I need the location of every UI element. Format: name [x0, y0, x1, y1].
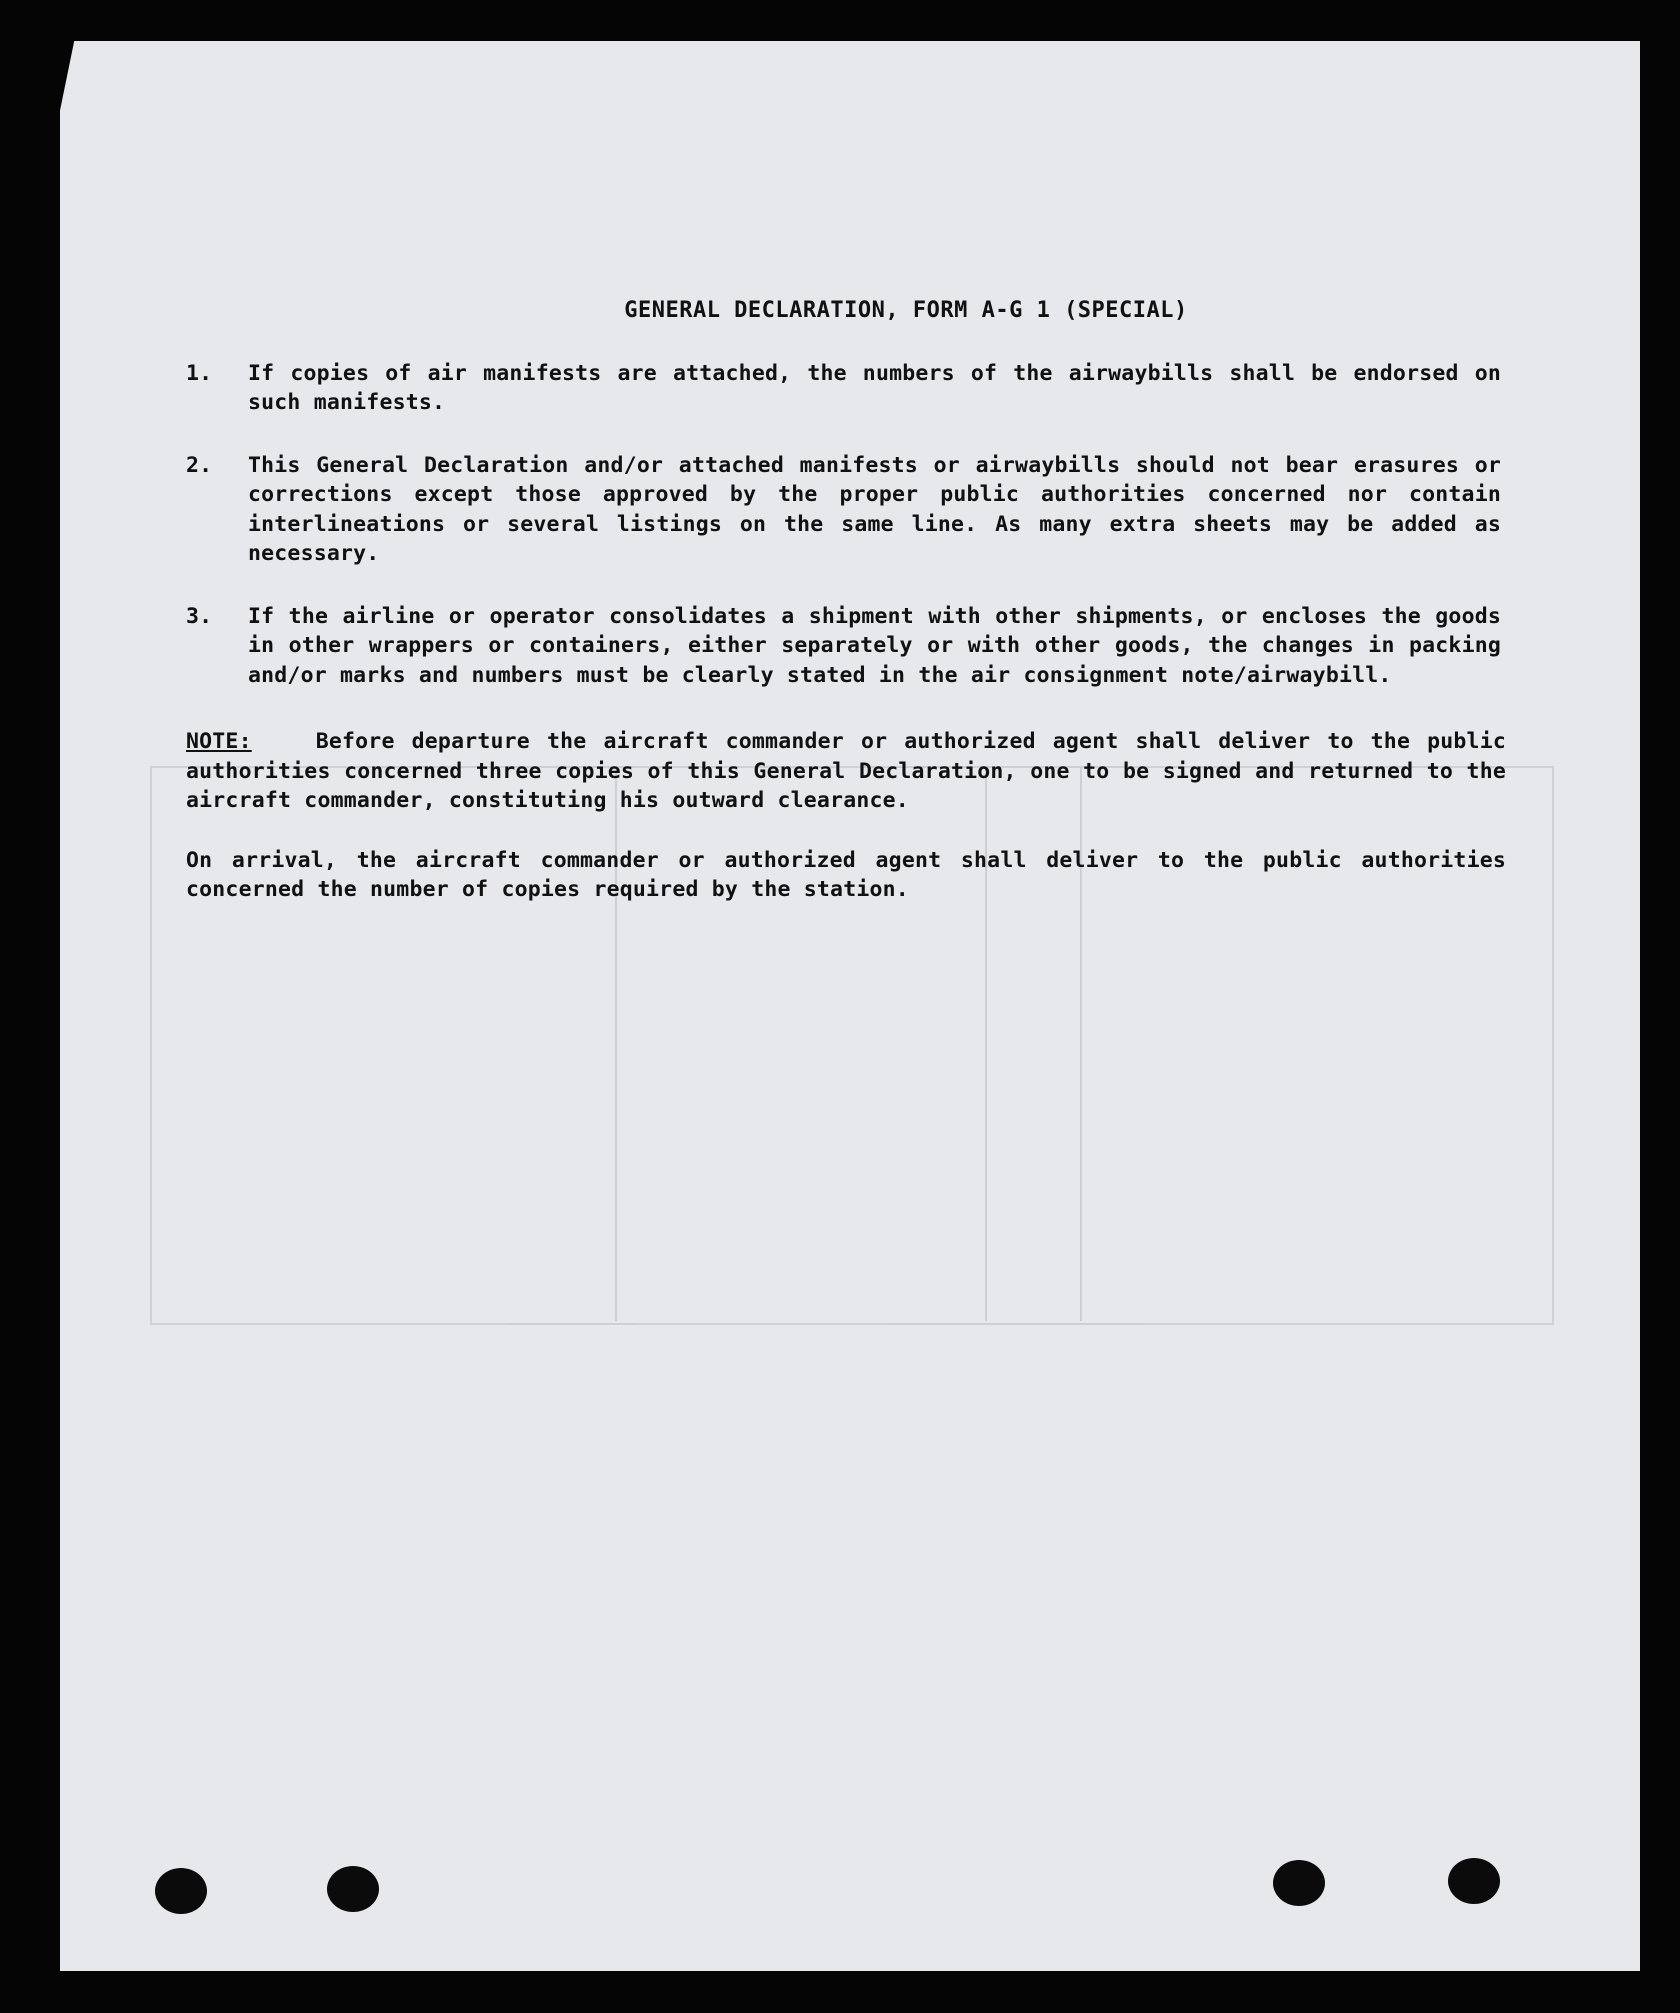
note-paragraph — [186, 727, 1506, 816]
punch-hole — [327, 1866, 379, 1912]
item-text: If copies of air manifests are attached, the numbers of the airwaybills shall be endorsed on such manifests. — [248, 360, 1501, 415]
item-number: 2. — [186, 452, 213, 478]
item-text: This General Declaration and/or attached manifests or airwaybills should not bear erasures or corrections except those approved by the proper public authorities concerned nor contain interlineations or several listings on the same line. As many extra sheets may be added as necessary. — [248, 452, 1501, 566]
punch-hole — [1273, 1860, 1325, 1906]
item-number: 1. — [186, 360, 213, 386]
declaration-instructions — [186, 290, 1506, 905]
punch-hole — [155, 1868, 207, 1914]
arrival-paragraph: On arrival, the aircraft commander or authorized agent shall deliver to the public authorities concerned the number of copies required by the station. — [186, 847, 1506, 902]
item-text: If the airline or operator consolidates a shipment with other shipments, or encloses the goods in other wrappers or containers, either separately or with other goods, the changes in packing and/or marks and numbers must be clearly stated in the air consignment note/airwaybill. — [248, 603, 1501, 688]
note-text: Before departure the aircraft commander or authorized agent shall deliver to the public authorities concerned three copies of this General Declaration, one to be signed and returned to the aircraft commander, constituting his outward clearance. — [186, 729, 1506, 813]
instruction-item — [186, 602, 1506, 691]
note-label: NOTE: — [186, 729, 252, 754]
instruction-item — [186, 451, 1506, 569]
document-title: GENERAL DECLARATION, FORM A-G 1 (SPECIAL) — [624, 298, 1188, 323]
instruction-item — [186, 359, 1506, 418]
item-number: 3. — [186, 603, 213, 629]
punch-hole — [1448, 1858, 1500, 1904]
